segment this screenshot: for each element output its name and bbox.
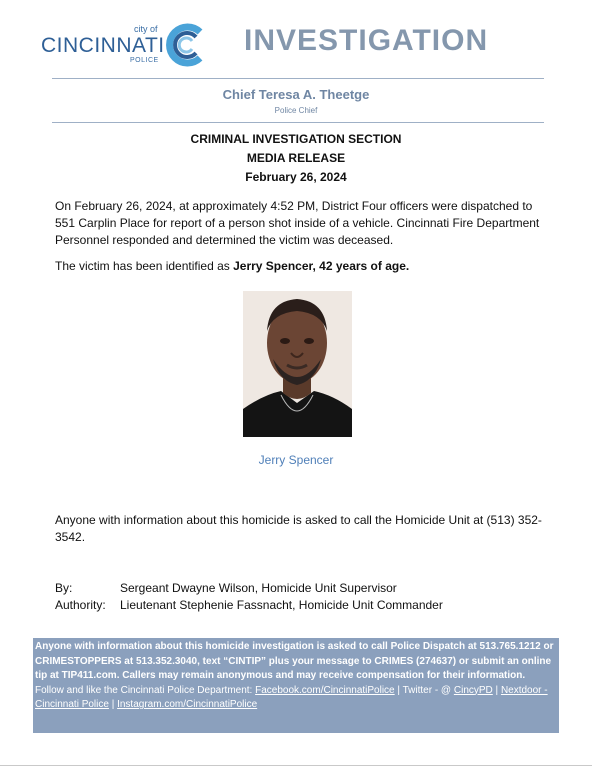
chief-name: Chief Teresa A. Theetge: [222, 87, 370, 102]
release-date: February 26, 2024: [245, 170, 347, 184]
authority-row: [55, 598, 443, 612]
photo-caption: Jerry Spencer: [258, 453, 334, 467]
nextdoor-link[interactable]: Nextdoor - Cincinnati Police: [35, 684, 548, 710]
homicide-unit-paragraph: Anyone with information about this homicide is asked to call the Homicide Unit at (513) 352-3542.: [55, 513, 542, 544]
logo-police: POLICE: [130, 57, 159, 64]
footer-sep-1: | Twitter - @: [394, 684, 454, 696]
page-bottom-rule: [0, 765, 592, 766]
twitter-link[interactable]: CincyPD: [453, 684, 493, 696]
by-row: [55, 581, 397, 595]
victim-name-age: Jerry Spencer, 42 years of age.: [233, 259, 410, 273]
victim-paragraph: [55, 258, 545, 275]
footer-sep-3: |: [108, 699, 118, 710]
header-divider-top: [52, 78, 544, 79]
footer-tip-box: [33, 638, 559, 733]
authority-label: Authority:: [55, 598, 106, 612]
logo-cincinnati: CINCINNATI: [41, 34, 165, 57]
by-label: By:: [55, 581, 73, 595]
section-heading: CRIMINAL INVESTIGATION SECTION: [190, 132, 402, 146]
facebook-link[interactable]: Facebook.com/CincinnatiPolice: [255, 684, 395, 696]
chief-title: Police Chief: [274, 106, 318, 115]
instagram-link[interactable]: Instagram.com/CincinnatiPolice: [117, 699, 258, 710]
victim-prefix: The victim has been identified as: [55, 259, 234, 273]
footer-sep-2: |: [492, 684, 501, 696]
footer-social-line: [35, 684, 557, 713]
footer-follow-prefix: Follow and like the Cincinnati Police Department:: [35, 684, 256, 696]
cincinnati-police-logo: [40, 20, 210, 72]
incident-paragraph: On February 26, 2024, at approximately 4:52 PM, District Four officers were dispatched to 551 Carplin Place for report of a person shot inside of a vehicle. Cincinnati Fire Department Personnel responded and determined the victim was deceased.: [55, 199, 540, 247]
authority-value: Lieutenant Stephenie Fassnacht, Homicide Unit Commander: [120, 598, 443, 612]
release-type: MEDIA RELEASE: [246, 151, 346, 165]
footer-tip-text: Anyone with information about this homicide investigation is asked to call Police Dispatch at 513.765.1212 or CRIMESTOPPERS at 513.352.3040, text “CINTIP” plus your message to CRIMES (274637) or submit an online tip at TIP411.com. Callers may remain anonymous and may receive compensation for their information.: [35, 641, 554, 681]
investigation-title: INVESTIGATION: [244, 24, 489, 57]
logo-city-of: city of: [134, 24, 158, 34]
victim-photo: [243, 291, 352, 437]
by-value: Sergeant Dwayne Wilson, Homicide Unit Supervisor: [120, 581, 397, 595]
header-divider-bottom: [52, 122, 544, 123]
logo-c-mark-icon: [160, 20, 210, 70]
